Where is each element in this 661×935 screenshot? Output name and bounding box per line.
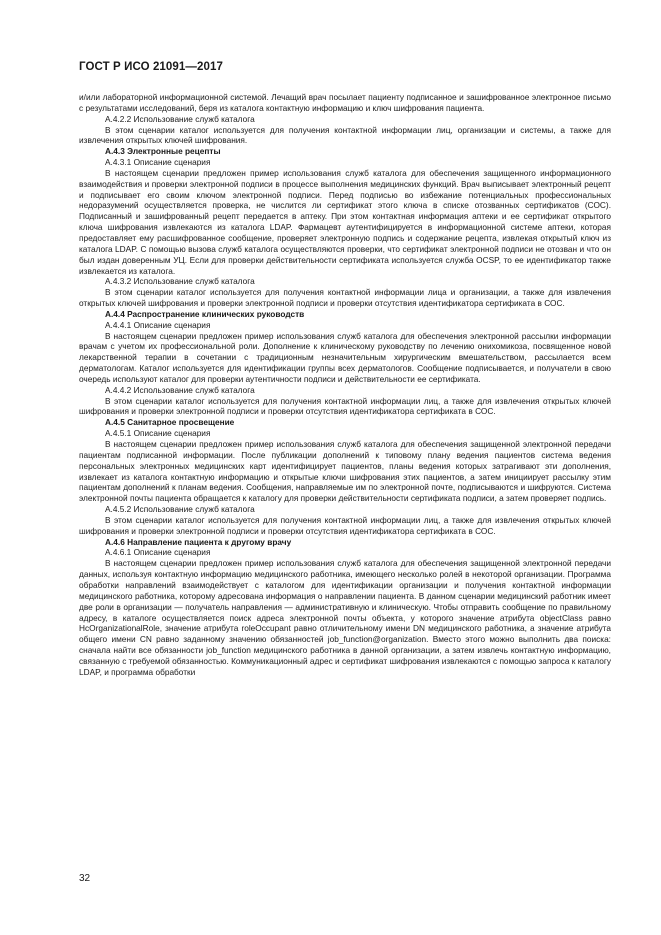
document-header-title: ГОСТ Р ИСО 21091—2017 [79,61,224,73]
section-heading: А.4.4 Распространение клинических руководств [105,308,305,319]
paragraph: В этом сценарии каталог используется для получения контактной информации лица и организации, а также для извлечения открытых ключей шифрования и проверки электронной подписи и проверки отсутствия идентификатора сертификата в СОС. [79,287,611,309]
paragraph: В настоящем сценарии предложен пример использования служб каталога для обеспечения защищенной электронной передачи данных, используя контактную информацию медицинского работника, имеющего несколько ролей в некоторой организации. Программа обработки направлений взаимодействует с каталогом для идентификации организации и получения контактной информации медицинского работника, которому адресована информация о направлении пациента. В данном сценарии медицинский работник имеет две роли в организации — получатель направления — административную и клиническую. Чтобы отправить сообщение по правильному адресу, в каталоге осуществляется поиск адреса электронной почты объекта, у которого значение атрибута objectClass равно HcOrganizationalRole, значение атрибута roleOccupant равно отличительному имени DN медицинского работника, а значение атрибута общего имени CN равно заданному значению обязанностей job_function@organization. Вместо этого можно выполнить два поиска: сначала найти все обязанности job_function медицинского работника в данной организации, а затем извлечь контактную информацию, связанную с требуемой обязанностью. Коммуникационный адрес и сертификат шифрования извлекаются с помощью запроса к каталогу LDAP, и программа обработки [79,558,611,677]
paragraph: В этом сценарии каталог используется для получения контактной информации лиц, а также для извлечения открытых ключей шифрования и проверки электронной подписи и проверки отсутствия идентификатора сертификата в СОС. [79,395,611,417]
paragraph: В настоящем сценарии предложен пример использования служб каталога для обеспечения защищенного информационного взаимодействия и проверки электронной подписи в процессе выполнения медицинских функций. Врач выписывает электронный рецепт и подписывает его своим ключом электронной подписи. Перед подписью во избежание потенциальных профессиональных недоразумений осуществляется проверка, не числится ли сертификат этого ключа в списке отозванных сертификатов (СОС). Подписанный и зашифрованный рецепт передается в аптеку. При этом контактная информация аптеки и ее сертификат открытого ключа шифрования извлекаются из каталога LDAP. Фармацевт аутентифицируется в информационной системе аптеки, которая предоставляет ему расшифрованное сообщение, проверяет электронную подпись и содержание рецепта, извлекая открытый ключ из каталога LDAP. С помощью вызова служб каталога осуществляются проверки, что сертификат электронной подписи не отозван и что он был издан доверенным УЦ. Если для проверки действительности сертификата используется служба OCSP, то ее идентификатор также извлекается из каталога. [79,167,611,276]
page-number: 32 [79,873,91,884]
document-body [79,92,611,678]
paragraph: В настоящем сценарии предложен пример использования служб каталога для обеспечения электронной рассылки информации врачам с учетом их профессиональной роли. Дополнение к клиническому руководству по лечению онихомикоза, посвященное новой лекарственной терапии в сочетании с традиционным незначительным хирургическим вмешательством, рассылается всем дерматологам. Каталог используется для идентификации группы всех дерматологов. Сообщение подписывается, и получатели в свою очередь используют каталог для проверки аутентичности подписи и действительности ее сертификата. [79,330,611,384]
paragraph: В этом сценарии каталог используется для получения контактной информации лиц, а также для извлечения открытых ключей шифрования и проверки электронной подписи и проверки отсутствия идентификатора сертификата в СОС. [79,514,611,536]
subsection-title: А.4.4.1 Описание сценария [105,319,211,330]
subsection-title: А.4.3.1 Описание сценария [105,157,211,168]
subsection-title: А.4.4.2 Использование служб каталога [105,384,255,395]
paragraph: В этом сценарии каталог используется для получения контактной информации лиц, организации и системы, а также для извлечения открытых ключей шифрования. [79,124,611,146]
section-heading: А.4.6 Направление пациента к другому врачу [105,536,292,547]
subsection-title: А.4.5.2 Использование служб каталога [105,504,255,515]
subsection-title: А.4.6.1 Описание сценария [105,547,211,558]
section-heading: А.4.5 Санитарное просвещение [105,417,235,428]
section-heading: А.4.3 Электронные рецепты [105,146,221,157]
paragraph: и/или лабораторной информационной системой. Лечащий врач посылает пациенту подписанное и зашифрованное электронное письмо с результатами исследований, беря из каталога контактную информацию и ключ шифрования пациента. [79,92,611,113]
subsection-title: А.4.5.1 Описание сценария [105,428,211,439]
subsection-title: А.4.3.2 Использование служб каталога [105,276,255,287]
paragraph: В настоящем сценарии предложен пример использования служб каталога для обеспечения защищенной электронной передачи пациентам подписанной информации. После публикации дополнений к типовому плану ведения пациентов система ведения персональных электронных медицинских карт идентифицирует пациентов, планы ведения которых затрагивают эти дополнения, извлекает из каталога контактную информацию и открытые ключи шифрования этих пациентов, а затем инициирует рассылку этим пациентам дополнений к планам ведения. Сообщения, направляемые им по электронной почте, подписываются и шифруются. Система электронной почты пациента обращается к каталогу для проверки действительности сертификата подписи, а затем проверяет подпись. [79,439,611,504]
subsection-title: А.4.2.2 Использование служб каталога [105,113,255,124]
